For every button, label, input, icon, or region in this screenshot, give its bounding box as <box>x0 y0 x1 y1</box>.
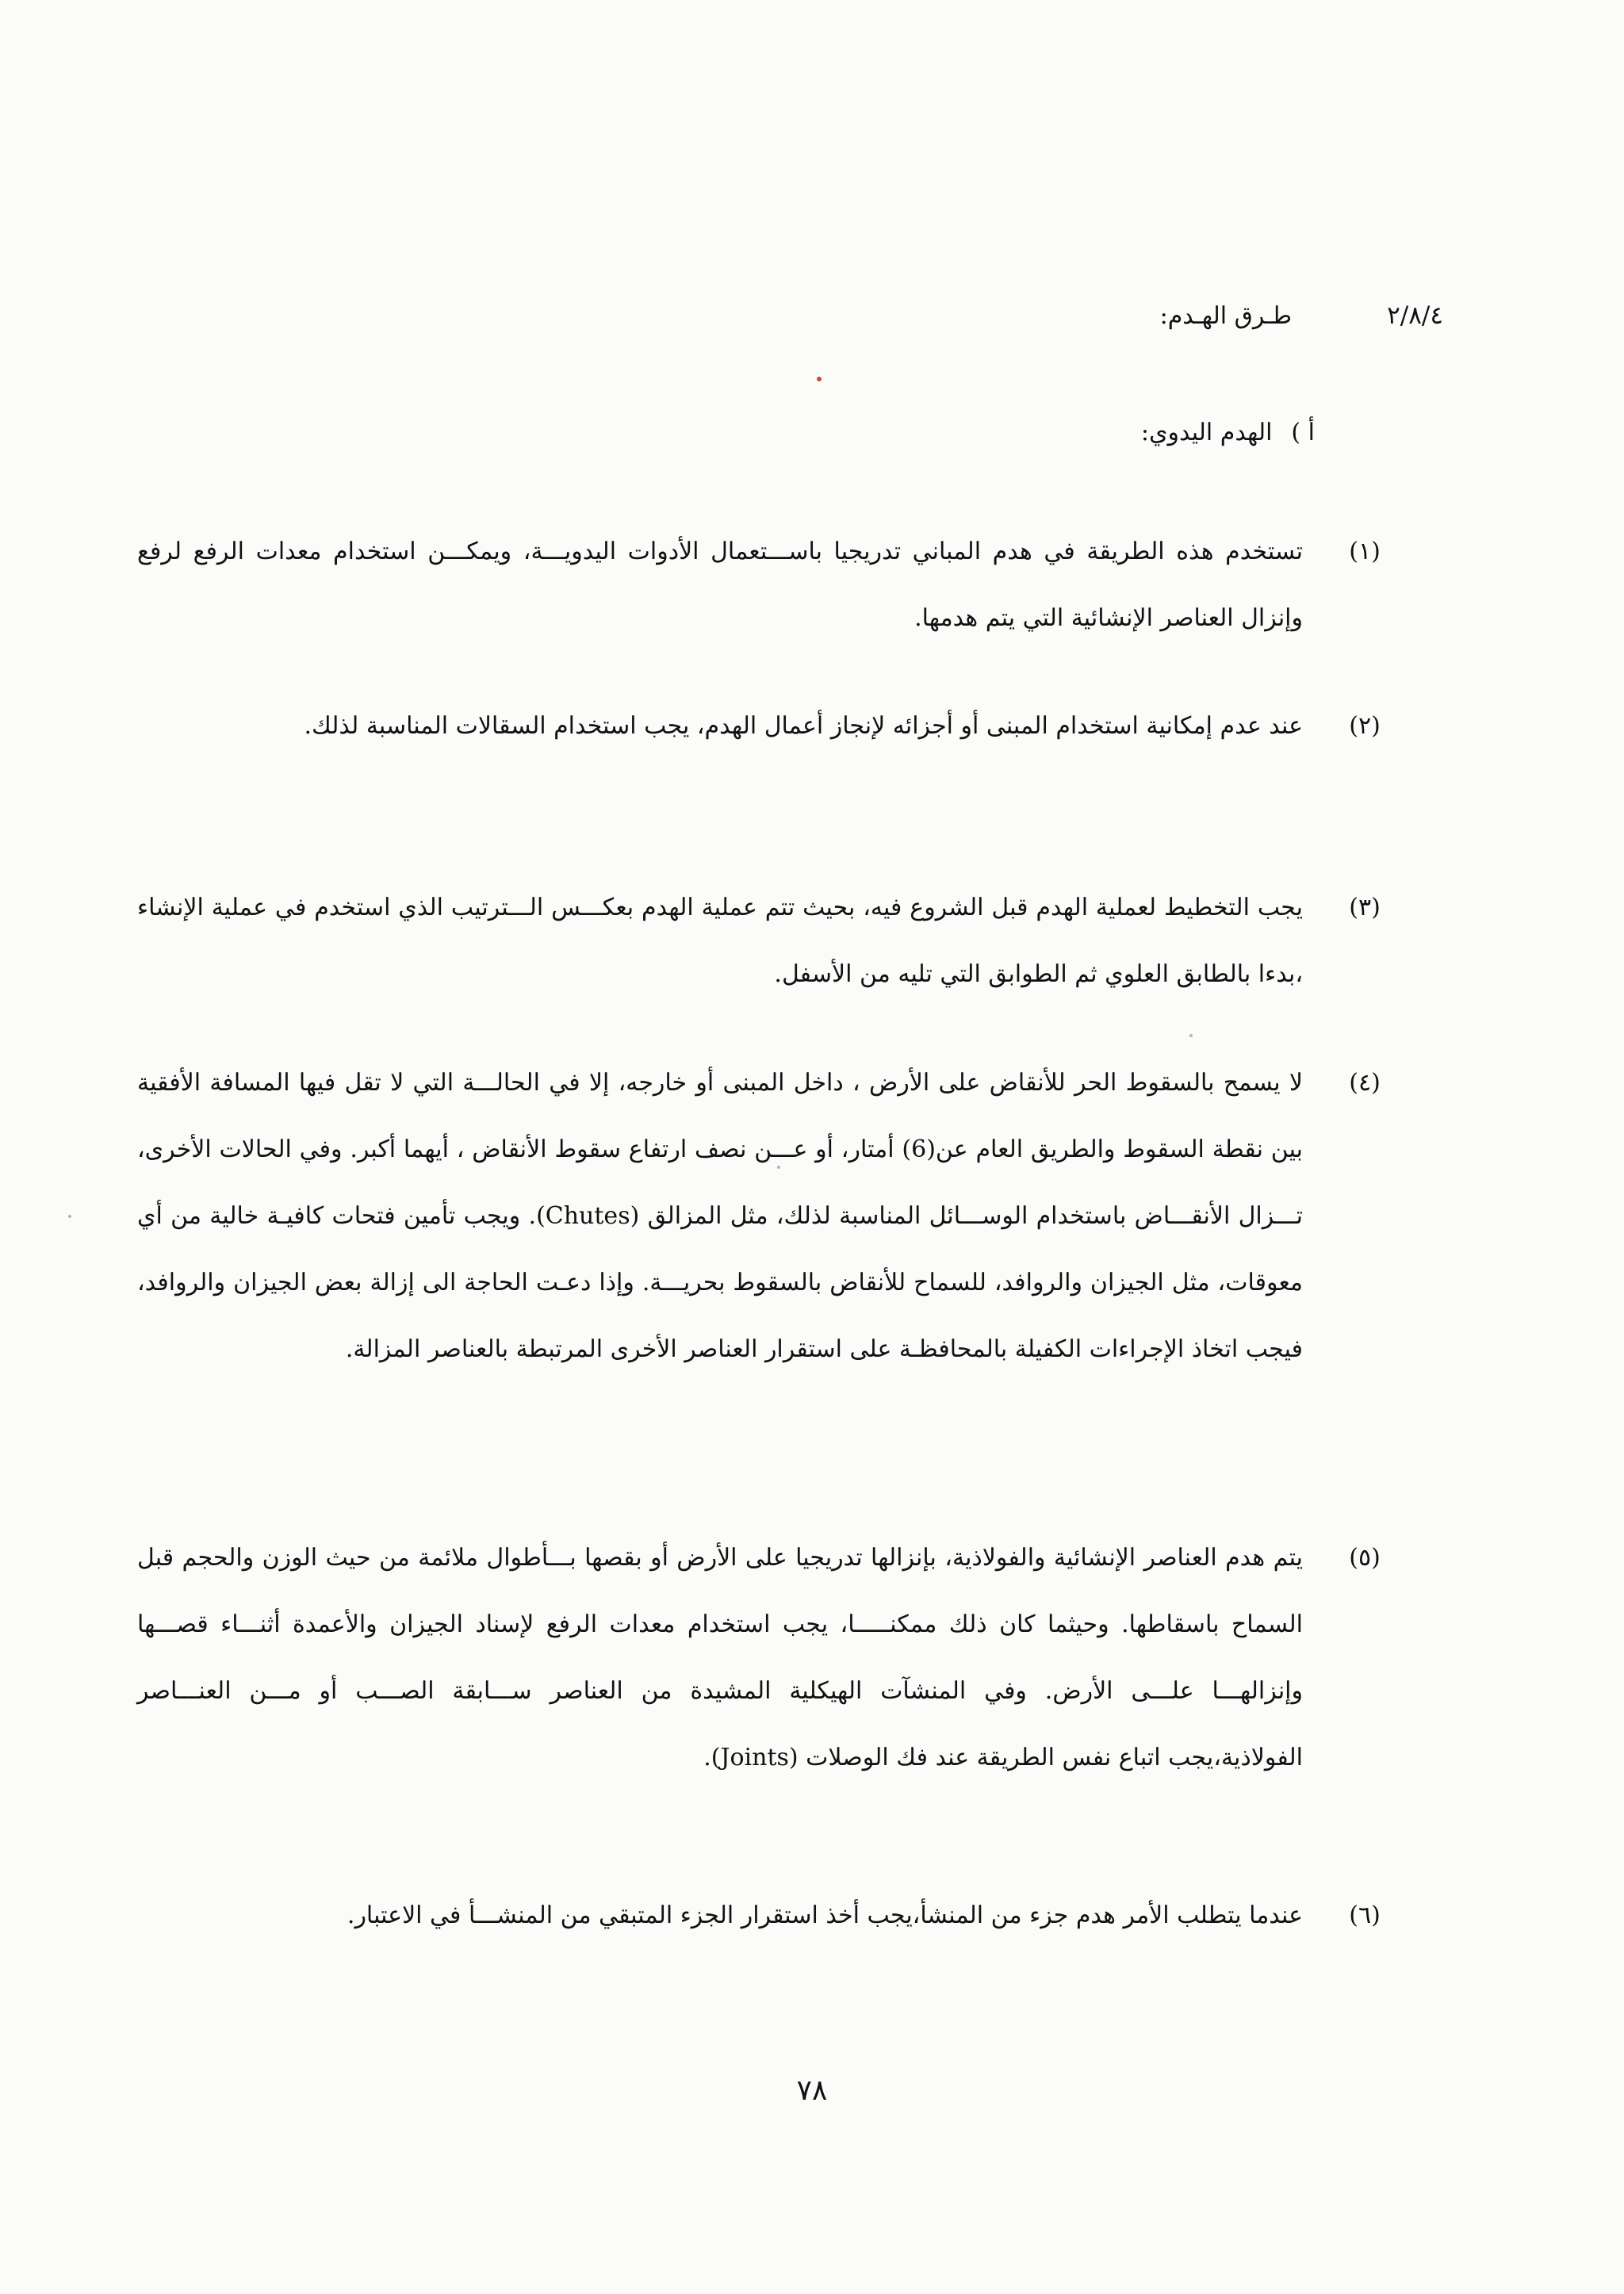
section-number: ٢/٨/٤ <box>1387 301 1443 330</box>
paragraph-4 <box>137 1050 1381 1383</box>
paragraph-number: (٣) <box>1349 894 1381 921</box>
paragraph-text: عند عدم إمكانية استخدام المبنى أو أجزائه لإنجاز أعمال الهدم، يجب استخدام السقالات المناسبة لذلك. <box>304 712 1303 740</box>
paragraph-text: يجب التخطيط لعملية الهدم قبل الشروع فيه، بحيث تتم عملية الهدم بعكـــس الـــترتيب الذي استخدم في عملية الإنشاء ،بدءا بالطابق العلوي ثم الطوابق التي تليه من الأسفل. <box>137 894 1303 988</box>
paragraph-5 <box>137 1525 1381 1791</box>
paragraph-number: (٥) <box>1349 1544 1381 1572</box>
paragraph-number: (١) <box>1349 538 1381 565</box>
paragraph-text: يتم هدم العناصر الإنشائية والفولاذية، بإنزالها تدريجيا على الأرض أو بقصها بـــأطوال ملائمة من حيث الوزن والحجم قبل السماح باسقاطها. وحيثما كان ذلك ممكنـــــا، يجب استخدام معدات الرفع لإسناد الجيزان والأعمدة أثنـــاء قصـــها وإنزالهـــا علـــى الأرض. وفي المنشآت الهيكلية المشيدة من العناصر ســـابقة الصـــب أو مـــن العنـــاصر الفولاذية،يجب اتباع نفس الطريقة عند فك الوصلات (Joints). <box>137 1544 1304 1771</box>
scan-speck <box>68 1215 71 1218</box>
paragraph-number: (٤) <box>1349 1069 1381 1097</box>
paragraph-6 <box>137 1882 1381 1949</box>
section-title: طـرق الهـدم: <box>1159 301 1293 330</box>
page-number: ٧٨ <box>796 2074 828 2107</box>
paragraph-text: عندما يتطلب الأمر هدم جزء من المنشأ،يجب أخذ استقرار الجزء المتبقي من المنشـــأ في الاعتبار. <box>347 1901 1303 1929</box>
paragraph-text: تستخدم هذه الطريقة في هدم المباني تدريجيا باســـتعمال الأدوات اليدويـــة، ويمكـــن استخدام معدات الرفع لرفع وإنزال العناصر الإنشائية التي يتم هدمها. <box>137 538 1303 632</box>
paragraph-1 <box>137 519 1381 652</box>
paragraph-text: لا يسمح بالسقوط الحر للأنقاض على الأرض ، داخل المبنى أو خارجه، إلا في الحالـــة التي لا تقل فيها المسافة الأفقية بين نقطة السقوط والطريق العام عن(6) أمتار، أو عـــن نصف ارتفاع سقوط الأنقاض ، أيهما أكبر. وفي الحالات الأخرى، تـــزال الأنقـــاض باستخدام الوســـائل المناسبة لذلك، مثل المزالق (Chutes). ويجب تأمين فتحات كافيـة خالية من أي معوقات، مثل الجيزان والروافد، للسماح للأنقاض بالسقوط بحريـــة. وإذا دعـت الحاجة الى إزالة بعض الجيزان والروافد، فيجب اتخاذ الإجراءات الكفيلة بالمحافظـة على استقرار العناصر الأخرى المرتبطة بالعناصر المزالة. <box>137 1069 1303 1363</box>
paragraph-3 <box>137 875 1381 1008</box>
paragraph-2 <box>137 693 1381 760</box>
paragraph-number: (٢) <box>1349 712 1381 740</box>
paragraph-number: (٦) <box>1349 1901 1381 1929</box>
subsection-marker: أ ) <box>1291 419 1315 446</box>
scan-speck <box>1189 1034 1193 1037</box>
subsection-heading <box>918 411 1315 454</box>
red-mark <box>817 377 822 381</box>
scan-speck <box>777 1166 780 1169</box>
subsection-title: الهدم اليدوي: <box>1140 419 1273 446</box>
section-heading <box>888 292 1443 339</box>
